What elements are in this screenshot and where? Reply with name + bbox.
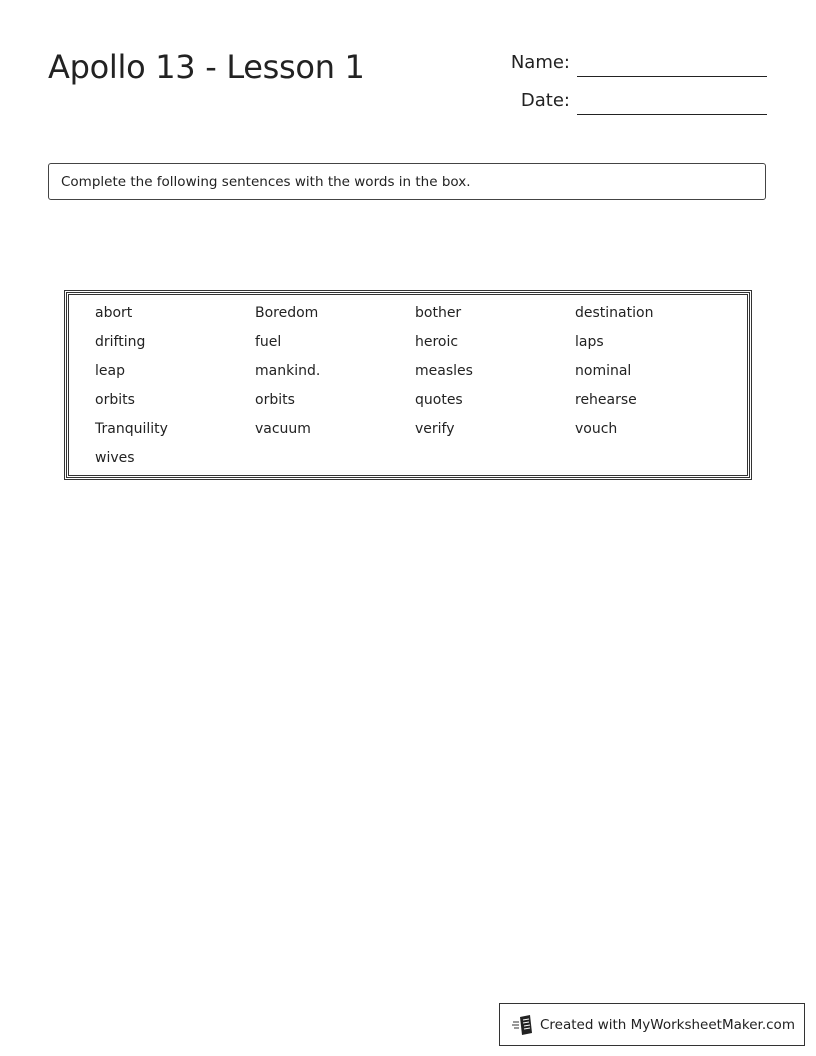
- date-label: Date:: [520, 90, 570, 111]
- page-title: Apollo 13 - Lesson 1: [48, 48, 365, 86]
- word-bank-item: orbits: [95, 392, 135, 408]
- word-bank-item: orbits: [255, 392, 295, 408]
- word-bank-item: quotes: [415, 392, 463, 408]
- word-bank-item: rehearse: [575, 392, 637, 408]
- word-bank-item: abort: [95, 305, 133, 321]
- word-bank-item: bother: [415, 305, 462, 321]
- word-bank-item: leap: [95, 363, 125, 379]
- instructions-box: Complete the following sentences with the words in the box.: [48, 163, 766, 200]
- word-bank-box: [64, 290, 752, 480]
- word-bank-item: destination: [575, 305, 654, 321]
- word-bank-item: Tranquility: [95, 421, 168, 437]
- word-bank-item: vacuum: [255, 421, 311, 437]
- word-bank-item: fuel: [255, 334, 282, 350]
- word-bank-item: verify: [415, 421, 455, 437]
- name-label: Name:: [510, 52, 570, 73]
- footer-text: Created with MyWorksheetMaker.com: [540, 1016, 795, 1033]
- date-field: [470, 90, 570, 114]
- word-bank-item: nominal: [575, 363, 632, 379]
- word-bank-item: heroic: [415, 334, 459, 350]
- word-bank-item: Boredom: [255, 305, 319, 321]
- word-bank-item: drifting: [95, 334, 146, 350]
- word-bank-item: vouch: [575, 421, 618, 437]
- word-bank-item: laps: [575, 334, 604, 350]
- date-input-line[interactable]: [577, 114, 767, 115]
- name-input-line[interactable]: [577, 76, 767, 77]
- name-field: [470, 52, 570, 76]
- word-bank-item: wives: [95, 450, 135, 466]
- word-bank-grid: [95, 305, 735, 479]
- word-bank-item: mankind.: [255, 363, 321, 379]
- footer-credit: [499, 1003, 805, 1046]
- worksheet-logo-icon: [512, 1014, 534, 1036]
- word-bank-item: measles: [415, 363, 473, 379]
